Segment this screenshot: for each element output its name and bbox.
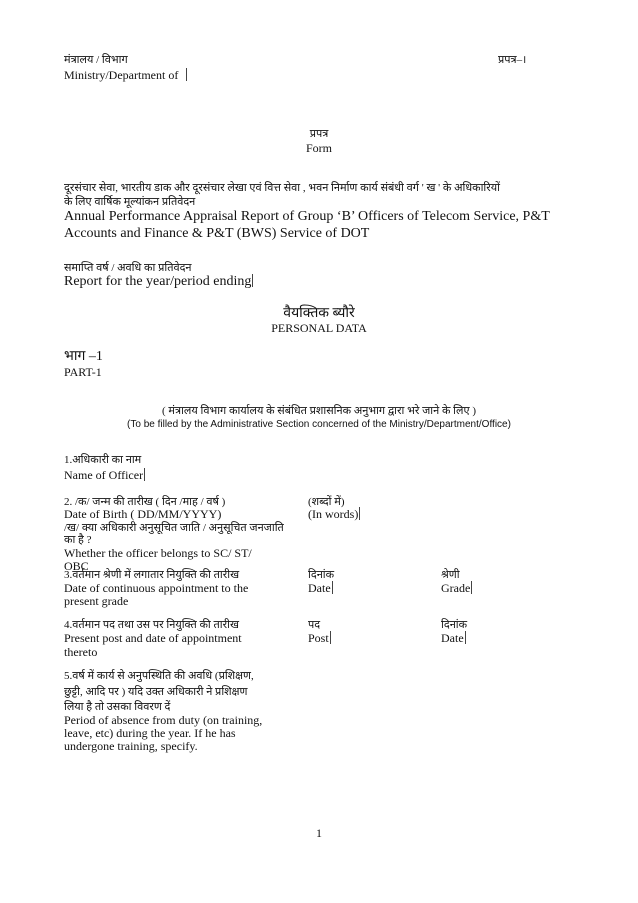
field-4-post-hindi: पद xyxy=(308,619,321,631)
field-4-date-hindi: दिनांक xyxy=(441,619,468,631)
field-2a-words-english: (In words) xyxy=(308,507,359,521)
field-5-hindi-line2: छुट्टी, आदि पर ) यदि उक्त अधिकारी ने प्रशिक्षण xyxy=(64,686,248,698)
field-3-date-hindi: दिनांक xyxy=(308,569,335,581)
field-2b-hindi-line1: /ख/ क्या अधिकारी अनुसूचित जाति / अनुसूचित जनजाति xyxy=(64,522,284,534)
field-5-english-line1: Period of absence from duty (on training, xyxy=(64,713,263,727)
field-4-post-english: Post xyxy=(308,631,329,645)
field-3-grade-hindi: श्रेणी xyxy=(441,569,460,581)
field-3-hindi-label: 3.वर्तमान श्रेणी में लगातार नियुक्ति की तारीख xyxy=(64,569,240,581)
field-1-english-label: Name of Officer xyxy=(64,468,144,482)
field-2a-hindi-label: 2. /क/ जन्म की तारीख ( दिन /माह / वर्ष ) xyxy=(64,496,226,508)
field-3-english-line2: present grade xyxy=(64,594,129,608)
report-title-hindi-line1: दूरसंचार सेवा, भारतीय डाक और दूरसंचार लेखा एवं वित्त सेवा , भवन निर्माण कार्य संबंधी वर्ग ' ख ' के अधिकारियों xyxy=(64,182,501,194)
field-4-english-line1: Present post and date of appointment xyxy=(64,631,242,645)
instruction-hindi: ( मंत्रालय विभाग कार्यालय के संबंधित प्रशासनिक अनुभाग द्वारा भरे जाने के लिए ) xyxy=(162,405,476,417)
report-title-english-line2: Accounts and Finance & P&T (BWS) Service of DOT xyxy=(64,226,370,241)
field-5-english-line2: leave, etc) during the year. If he has xyxy=(64,726,236,740)
field-4-date-english: Date xyxy=(441,631,464,645)
field-5-hindi-line1: 5.वर्ष में कार्य से अनुपस्थिति की अवधि (प्रशिक्षण, xyxy=(64,670,254,682)
report-title-hindi-line2: के लिए वार्षिक मूल्यांकन प्रतिवेदन xyxy=(64,196,196,208)
part-hindi: भाग –1 xyxy=(64,349,103,364)
personal-data-english: PERSONAL DATA xyxy=(271,321,367,335)
form-number-label: प्रपत्र–। xyxy=(498,54,527,66)
field-2a-words-hindi: (शब्दों में) xyxy=(308,496,345,508)
field-2a-english-label: Date of Birth ( DD/MM/YYYY) xyxy=(64,507,222,521)
ministry-english-label: Ministry/Department of xyxy=(64,68,187,83)
part-english: PART-1 xyxy=(64,365,102,379)
ministry-hindi-label: मंत्रालय / विभाग xyxy=(64,54,128,66)
personal-data-hindi: वैयक्तिक ब्यौरे xyxy=(283,306,355,321)
period-english-label: Report for the year/period ending xyxy=(64,274,252,289)
field-2b-english-line2: OBC xyxy=(64,559,89,573)
field-5-hindi-line3: लिया है तो उसका विवरण दें xyxy=(64,701,171,713)
field-3-grade-english: Grade xyxy=(441,581,471,595)
field-3-english-line1: Date of continuous appointment to the xyxy=(64,581,249,595)
form-title-hindi: प्रपत्र xyxy=(309,128,329,140)
field-1-hindi-label: 1.अधिकारी का नाम xyxy=(64,454,142,466)
field-4-hindi-label: 4.वर्तमान पद तथा उस पर नियुक्ति की तारीख xyxy=(64,619,239,631)
page-number: 1 xyxy=(316,826,322,840)
field-3-date-english: Date xyxy=(308,581,331,595)
instruction-english: (To be filled by the Administrative Section concerned of the Ministry/Department/Office) xyxy=(127,419,511,430)
form-title-english: Form xyxy=(305,141,332,155)
report-title-english-line1: Annual Performance Appraisal Report of Group ‘B’ Officers of Telecom Service, P&T xyxy=(64,209,550,224)
field-2b-hindi-line2: का है ? xyxy=(64,534,92,546)
field-5-english-line3: undergone training, specify. xyxy=(64,739,198,753)
field-4-english-line2: thereto xyxy=(64,645,98,659)
field-2b-english-line1: Whether the officer belongs to SC/ ST/ xyxy=(64,546,252,560)
period-hindi-label: समाप्ति वर्ष / अवधि का प्रतिवेदन xyxy=(64,262,192,274)
